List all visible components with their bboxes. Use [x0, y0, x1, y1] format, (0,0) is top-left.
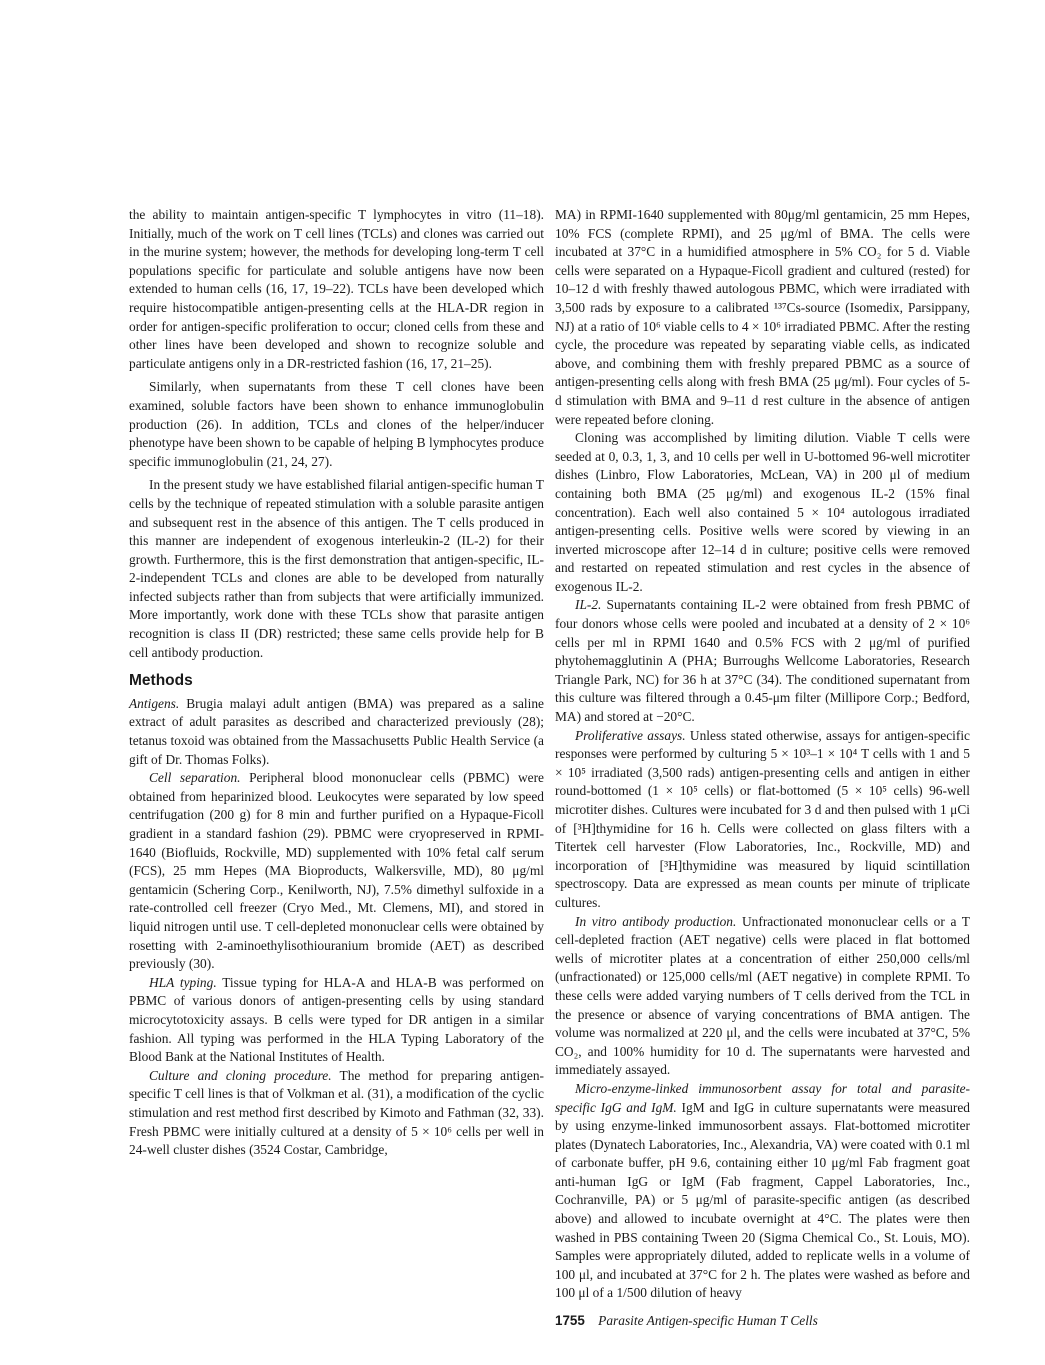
- hla-typing-lead: HLA typing.: [149, 974, 217, 990]
- intro-paragraph-2: Similarly, when supernatants from these T cell clones have been examined, soluble factors have been shown to enhance immunoglobulin production (26). In addition, TCLs and clones of the helper/inducer phenotype have been shown to be capable of helping B lymphocytes produce specific immunoglobulin (21, 24, 27).: [129, 379, 544, 469]
- methods-heading: Methods: [129, 672, 193, 690]
- proliferative-assays-lead: Proliferative assays.: [575, 727, 686, 743]
- il2-body: Supernatants containing IL-2 were obtained from fresh PBMC of four donors whose cells were pooled and incubated at a density of 2 × 10⁶ cells per ml in RPMI 1640 and 0.5% FCS with 2 μg/ml of purified phytohemagglutinin A (PHA; Burroughs Wellcome Laboratories, Research Triangle Park, NC) for 36 h at 37°C (34). The conditioned supernatant from this culture was filtered through a 0.45-μm filter (Millipore Corp.; Bedford, MA) and stored at −20°C.: [555, 597, 970, 725]
- intro-paragraph-3: In the present study we have established filarial antigen-specific human T cells by the technique of repeated stimulation with a soluble parasite antigen and subsequent rest in the absence of this antigen. The T cells produced in this manner are independent of exogenous interleukin-2 (IL-2) for their growth. Furthermore, this is the first demonstration that antigen-specific, IL-2-independent TCLs and clones are able to be developed from naturally infected subjects rather than from subjects that were artificially immunized. More importantly, work done with these TCLs show that parasite antigen recognition is class II (DR) restricted; these same cells provide help for B cell antibody production.: [129, 477, 544, 660]
- left-column: [129, 206, 544, 1160]
- elisa-lead: Micro-enzyme-linked immunosorbent assay for total and parasite-specific IgG and IgM.: [555, 1080, 970, 1115]
- antigens-paragraph: [129, 695, 544, 769]
- culture-cloning-lead: Culture and cloning procedure.: [149, 1067, 332, 1083]
- proliferative-assays-paragraph: [555, 727, 970, 913]
- antibody-production-paragraph: [555, 913, 970, 1080]
- antibody-production-lead: In vitro antibody production.: [575, 913, 737, 929]
- page-number: 1755: [555, 1313, 585, 1328]
- antigens-lead: Antigens.: [129, 695, 180, 711]
- il2-lead: IL-2.: [575, 597, 602, 613]
- page-footer: [555, 1313, 818, 1329]
- culture-continued-paragraph: MA) in RPMI-1640 supplemented with 80μg/ml gentamicin, 25 mm Hepes, 10% FCS (complete RPMI), and 25 μg/ml of BMA. The cells were incubated at 37°C in a humidified atmosphere in 5% CO₂ for 5 d. Viable cells were separated on a Hypaque-Ficoll gradient and cultured (rested) for 10–12 d with freshly thawed autologous PBMC, which were irradiated with 3,500 rads by exposure to a calibrated ¹³⁷Cs-source (Isomedix, Parsippany, NJ) at a ratio of 10⁶ viable cells to 4 × 10⁶ irradiated PBMC. After the resting cycle, the procedure was repeated by separating viable cells, as indicated above, and combining them with freshly prepared PBMC as a source of antigen-presenting cells along with fresh BMA (25 μg/ml). Four cycles of 5-d stimulation with BMA and 9–11 d rest culture in the absence of antigen were repeated before cloning.: [555, 207, 970, 427]
- cell-separation-paragraph: [129, 769, 544, 974]
- intro-paragraph-1: the ability to maintain antigen-specific T lymphocytes in vitro (11–18). Initially, much of the work on T cell lines (TCLs) and clones was carried out in the murine system; however, the methods for developing long-term T cell populations specific for particulate and soluble antigens have now been extended to human cells (16, 17, 19–22). TCLs have been developed which require histocompatible antigen-presenting cells at the HLA-DR region in order for antigen-specific proliferation to occur; cloned cells from these and other lines have been developed and shown to recognize soluble and particulate antigens only in a DR-restricted fashion (16, 17, 21–25).: [129, 207, 544, 371]
- culture-cloning-body: The method for preparing antigen-specific T cell lines is that of Volkman et al. (31), a modification of the cyclic stimulation and rest method first described by Kimoto and Fathman (32, 33). Fresh PBMC were initially cultured at a density of 5 × 10⁶ cells per well in 24-well cluster dishes (3524 Costar, Cambridge,: [129, 1067, 545, 1158]
- elisa-paragraph: [555, 1080, 970, 1303]
- hla-typing-body: Tissue typing for HLA-A and HLA-B was performed on PBMC of various donors of antigen-presenting cells by using standard microcytotoxicity assays. B cells were typed for DR antigen in a similar fashion. All typing was performed in the HLA Typing Laboratory of the Blood Bank at the National Institutes of Health.: [129, 974, 544, 1065]
- antibody-production-body: Unfractionated mononuclear cells or a T cell-depleted fraction (AET negative) cells were placed in flat bottomed wells of microtiter plates at a concentration of either 250,000 cells/ml (unfractionated) or 125,000 cells/ml (AET negative) in complete RPMI. To these cells were added varying numbers of T cells derived from the TCL in the presence or absence of varying concentrations of BMA antigen. The volume was normalized at 220 μl, and the cells were incubated at 37°C, 5% CO₂, and 100% humidity for 10 d. The supernatants were harvested and immediately assayed.: [555, 913, 970, 1078]
- running-title: Parasite Antigen-specific Human T Cells: [598, 1313, 818, 1328]
- cell-separation-body: Peripheral blood mononuclear cells (PBMC) were obtained from heparinized blood. Leukocytes were separated by low speed centrifugation (200 g) for 8 min and further purified on a Hypaque-Ficoll gradient in a standard fashion (29). PBMC were cryopreserved in RPMI-1640 (Biofluids, Rockville, MD) supplemented with 10% fetal calf serum (FCS), 25 mm Hepes (MA Bioproducts, Walkersville, MD), 80 μg/ml gentamicin (Schering Corp., Kenilworth, NJ), 7.5% dimethyl sulfoxide in a rate-controlled cell freezer (Cryo Med., Mt. Clemens, MI), and stored in liquid nitrogen until use. T cell-depleted mononuclear cells were obtained by rosetting with 2-aminoethylisothiouranium bromide (AET) as described previously (30).: [129, 770, 544, 972]
- hla-typing-paragraph: [129, 974, 544, 1067]
- cloning-paragraph: Cloning was accomplished by limiting dilution. Viable T cells were seeded at 0, 0.3, 1, 3, and 10 cells per well in U-bottomed 96-well microtiter dishes (Linbro, Flow Laboratories, McLean, VA) in 200 μl of medium containing both BMA (25 μg/ml) and exogenous IL-2 (15% final concentration). Each well also contained 5 × 10⁴ autologous irradiated antigen-presenting cells. Positive wells were scored by viewing in an inverted microscope after 12–14 d in culture; positive cells were removed and restarted on repeated stimulation and rest cycles in the absence of exogenous IL-2.: [555, 430, 970, 594]
- cell-separation-lead: Cell separation.: [149, 770, 241, 786]
- elisa-body: IgM and IgG in culture supernatants were measured by using enzyme-linked immunosorbent assays. Flat-bottomed microtiter plates (Dynatech Laboratories, Inc., Alexandria, VA) were coated with 0.1 ml of carbonate buffer, pH 9.6, containing either 10 μg/ml Fab fragment goat anti-human IgG or IgM (Fab fragment, Cappel Laboratories, Inc., Cochranville, PA) or 5 μg/ml of parasite-specific antigen (as described above) and allowed to incubate overnight at 4°C. The plates were then washed in PBS containing Tween 20 (Sigma Chemical Co., St. Louis, MO). Samples were appropriately diluted, added to replicate wells in a volume of 100 μl, and incubated at 37°C for 2 h. The plates were washed as before and 100 μl of a 1/500 dilution of heavy: [555, 1099, 970, 1301]
- culture-cloning-paragraph: [129, 1067, 544, 1160]
- proliferative-assays-body: Unless stated otherwise, assays for antigen-specific responses were performed by culturing 5 × 10³–1 × 10⁴ T cells with 1 and 5 × 10⁵ irradiated (3,500 rads) antigen-presenting cells and antigen in either round-bottomed (1 × 10⁵ cells) or flat-bottomed (5 × 10⁵ cells) 96-well microtiter dishes. Cultures were incubated for 3 d and then pulsed with 1 μCi of [³H]thymidine for 16 h. Cells were collected on glass filters with a Titertek cell harvester (Flow Laboratories, Inc., Rockville, MD) and incorporation of [³H]thymidine was measured by liquid scintillation spectroscopy. Data are expressed as mean counts per minute of triplicate cultures.: [555, 727, 971, 910]
- antigens-body: Brugia malayi adult antigen (BMA) was prepared as a saline extract of adult parasites as described and characterized previously (28); tetanus toxoid was obtained from the Massachusetts Public Health Service (a gift of Dr. Thomas Folks).: [129, 695, 544, 767]
- right-column: [555, 206, 970, 1303]
- il2-paragraph: [555, 596, 970, 726]
